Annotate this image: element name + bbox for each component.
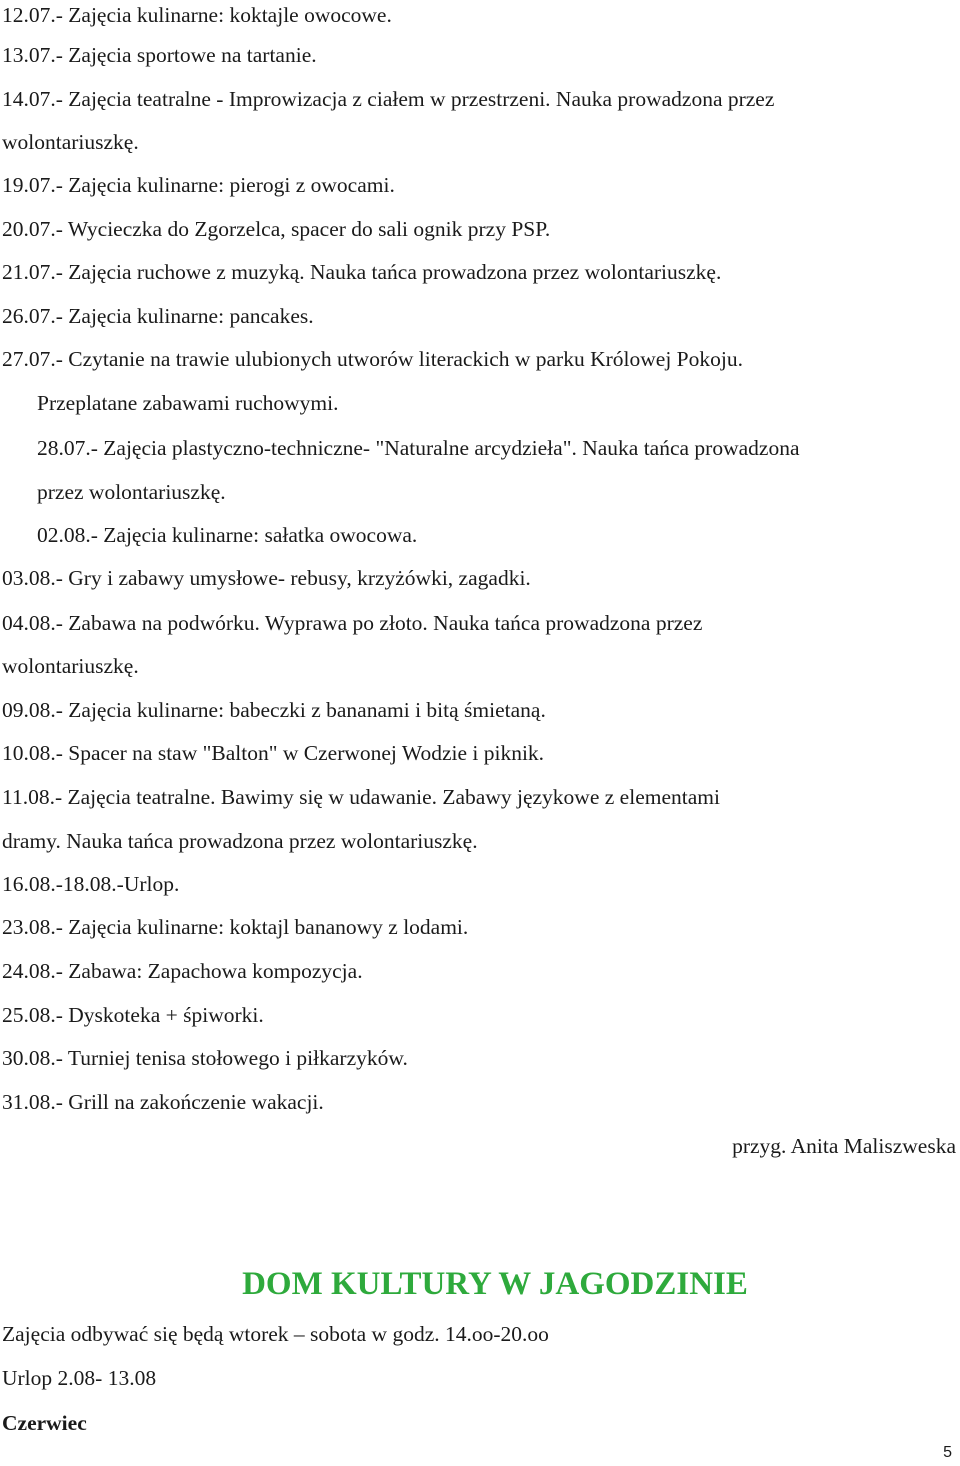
schedule-line: 21.07.- Zajęcia ruchowe z muzyką. Nauka tańca prowadzona przez wolontariuszkę. [2,260,722,284]
schedule-line: 10.08.- Spacer na staw "Balton" w Czerwonej Wodzie i piknik. [2,741,545,765]
schedule-line: 19.07.- Zajęcia kulinarne: pierogi z owocami. [2,173,395,197]
month-label: Czerwiec [2,1411,87,1435]
schedule-line: 14.07.- Zajęcia teatralne - Improwizacja z ciałem w przestrzeni. Nauka prowadzona przez [2,87,775,111]
schedule-line: 30.08.- Turniej tenisa stołowego i piłkarzyków. [2,1046,408,1070]
signature: przyg. Anita Maliszweska [732,1134,956,1158]
schedule-line: 16.08.-18.08.-Urlop. [2,872,180,896]
schedule-line: 24.08.- Zabawa: Zapachowa kompozycja. [2,959,363,983]
schedule-line: 13.07.- Zajęcia sportowe na tartanie. [2,43,317,67]
schedule-line: 31.08.- Grill na zakończenie wakacji. [2,1090,324,1114]
schedule-line: 26.07.- Zajęcia kulinarne: pancakes. [2,304,314,328]
schedule-line: 02.08.- Zajęcia kulinarne: sałatka owocowa. [37,523,418,547]
schedule-line: 09.08.- Zajęcia kulinarne: babeczki z bananami i bitą śmietaną. [2,698,546,722]
schedule-line: 03.08.- Gry i zabawy umysłowe- rebusy, krzyżówki, zagadki. [2,566,531,590]
vacation-note: Urlop 2.08- 13.08 [2,1366,157,1390]
schedule-line: 23.08.- Zajęcia kulinarne: koktajl bananowy z lodami. [2,915,469,939]
section-heading: DOM KULTURY W JAGODZINIE [242,1266,748,1302]
opening-hours: Zajęcia odbywać się będą wtorek – sobota w godz. 14.oo-20.oo [2,1322,549,1346]
schedule-line: Przeplatane zabawami ruchowymi. [37,391,339,415]
schedule-line: 28.07.- Zajęcia plastyczno-techniczne- "Naturalne arcydzieła". Nauka tańca prowadzona [37,436,800,460]
schedule-line: dramy. Nauka tańca prowadzona przez wolontariuszkę. [2,829,478,853]
page-number: 5 [943,1444,952,1461]
schedule-line: wolontariuszkę. [2,130,139,154]
schedule-line: 25.08.- Dyskoteka + śpiworki. [2,1003,264,1027]
schedule-line: 11.08.- Zajęcia teatralne. Bawimy się w udawanie. Zabawy językowe z elementami [2,785,720,809]
schedule-line: 04.08.- Zabawa na podwórku. Wyprawa po złoto. Nauka tańca prowadzona przez [2,611,703,635]
schedule-line: przez wolontariuszkę. [37,480,226,504]
schedule-line: wolontariuszkę. [2,654,139,678]
schedule-line: 12.07.- Zajęcia kulinarne: koktajle owocowe. [2,3,392,27]
schedule-line: 20.07.- Wycieczka do Zgorzelca, spacer do sali ognik przy PSP. [2,217,551,241]
schedule-line: 27.07.- Czytanie na trawie ulubionych utworów literackich w parku Królowej Pokoju. [2,347,743,371]
